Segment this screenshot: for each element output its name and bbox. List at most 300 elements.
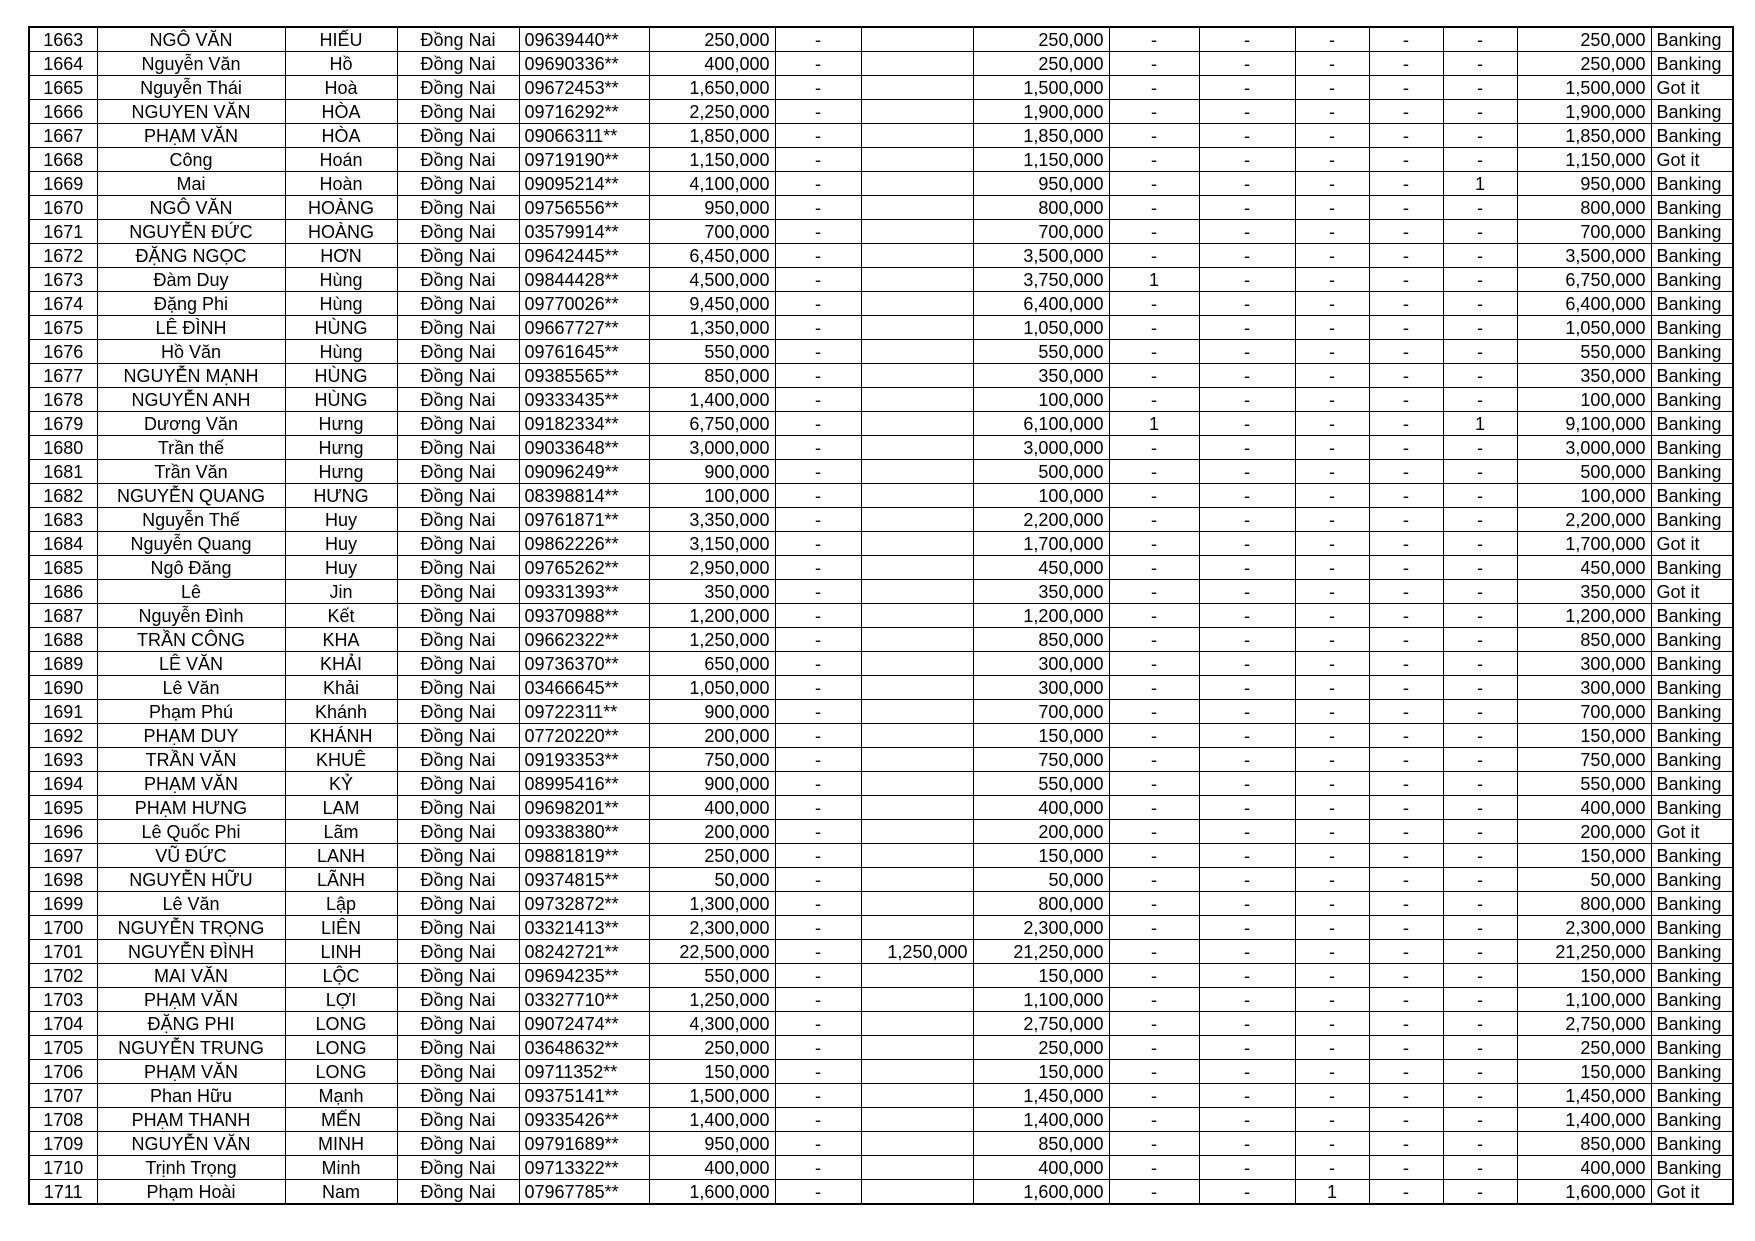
deduction-cell: 1,250,000 bbox=[861, 940, 973, 964]
amount-total-cell: 150,000 bbox=[649, 1060, 775, 1084]
flag4-cell: - bbox=[1369, 244, 1443, 268]
flag1-cell: - bbox=[1109, 508, 1199, 532]
phone-cell: 09335426** bbox=[519, 1108, 649, 1132]
amount-col2-cell: - bbox=[775, 268, 861, 292]
flag4-cell: - bbox=[1369, 76, 1443, 100]
table-row bbox=[29, 1012, 1733, 1036]
surname-cell: Hồ Văn bbox=[97, 340, 285, 364]
flag1-cell: - bbox=[1109, 604, 1199, 628]
amount-col2-cell: - bbox=[775, 172, 861, 196]
row-number-cell: 1689 bbox=[29, 652, 97, 676]
given-name-cell: KHA bbox=[285, 628, 397, 652]
province-cell: Đồng Nai bbox=[397, 1036, 519, 1060]
payment-method-cell: Banking bbox=[1651, 220, 1733, 244]
final-amount-cell: 750,000 bbox=[1517, 748, 1651, 772]
amount-col2-cell: - bbox=[775, 1156, 861, 1180]
deduction-cell bbox=[861, 820, 973, 844]
province-cell: Đồng Nai bbox=[397, 460, 519, 484]
flag5-cell: - bbox=[1443, 484, 1517, 508]
flag1-cell: - bbox=[1109, 868, 1199, 892]
flag4-cell: - bbox=[1369, 1060, 1443, 1084]
given-name-cell: HOÀNG bbox=[285, 220, 397, 244]
surname-cell: Lê Văn bbox=[97, 892, 285, 916]
flag5-cell: - bbox=[1443, 556, 1517, 580]
surname-cell: TRẦN VĂN bbox=[97, 748, 285, 772]
payment-method-cell: Banking bbox=[1651, 652, 1733, 676]
amount-col2-cell: - bbox=[775, 52, 861, 76]
flag3-cell: - bbox=[1295, 316, 1369, 340]
table-row bbox=[29, 340, 1733, 364]
table-row bbox=[29, 1036, 1733, 1060]
surname-cell: NGÔ VĂN bbox=[97, 27, 285, 52]
row-number-cell: 1700 bbox=[29, 916, 97, 940]
flag1-cell: - bbox=[1109, 1060, 1199, 1084]
given-name-cell: LONG bbox=[285, 1036, 397, 1060]
flag3-cell: - bbox=[1295, 604, 1369, 628]
payment-method-cell: Banking bbox=[1651, 27, 1733, 52]
phone-cell: 09182334** bbox=[519, 412, 649, 436]
table-row bbox=[29, 508, 1733, 532]
payment-method-cell: Banking bbox=[1651, 100, 1733, 124]
payment-method-cell: Banking bbox=[1651, 796, 1733, 820]
given-name-cell: Jin bbox=[285, 580, 397, 604]
amount-col2-cell: - bbox=[775, 772, 861, 796]
flag1-cell: - bbox=[1109, 652, 1199, 676]
final-amount-cell: 2,300,000 bbox=[1517, 916, 1651, 940]
phone-cell: 03579914** bbox=[519, 220, 649, 244]
deduction-cell bbox=[861, 604, 973, 628]
surname-cell: NGUYỄN VĂN bbox=[97, 1132, 285, 1156]
province-cell: Đồng Nai bbox=[397, 172, 519, 196]
row-number-cell: 1681 bbox=[29, 460, 97, 484]
given-name-cell: HÒA bbox=[285, 100, 397, 124]
flag3-cell: - bbox=[1295, 364, 1369, 388]
table-row bbox=[29, 1084, 1733, 1108]
table-row bbox=[29, 532, 1733, 556]
final-amount-cell: 1,700,000 bbox=[1517, 532, 1651, 556]
payment-method-cell: Banking bbox=[1651, 172, 1733, 196]
payment-method-cell: Banking bbox=[1651, 628, 1733, 652]
amount-total-cell: 6,750,000 bbox=[649, 412, 775, 436]
flag4-cell: - bbox=[1369, 724, 1443, 748]
phone-cell: 09672453** bbox=[519, 76, 649, 100]
row-number-cell: 1686 bbox=[29, 580, 97, 604]
flag1-cell: - bbox=[1109, 1084, 1199, 1108]
phone-cell: 09770026** bbox=[519, 292, 649, 316]
flag2-cell: - bbox=[1199, 1012, 1295, 1036]
amount-paid-cell: 21,250,000 bbox=[973, 940, 1109, 964]
amount-paid-cell: 3,500,000 bbox=[973, 244, 1109, 268]
flag3-cell: - bbox=[1295, 172, 1369, 196]
flag4-cell: - bbox=[1369, 532, 1443, 556]
phone-cell: 09862226** bbox=[519, 532, 649, 556]
amount-total-cell: 350,000 bbox=[649, 580, 775, 604]
phone-cell: 09732872** bbox=[519, 892, 649, 916]
flag2-cell: - bbox=[1199, 340, 1295, 364]
amount-total-cell: 100,000 bbox=[649, 484, 775, 508]
row-number-cell: 1671 bbox=[29, 220, 97, 244]
final-amount-cell: 100,000 bbox=[1517, 388, 1651, 412]
deduction-cell bbox=[861, 676, 973, 700]
flag2-cell: - bbox=[1199, 772, 1295, 796]
flag4-cell: - bbox=[1369, 676, 1443, 700]
flag2-cell: - bbox=[1199, 1108, 1295, 1132]
row-number-cell: 1683 bbox=[29, 508, 97, 532]
flag2-cell: - bbox=[1199, 1180, 1295, 1205]
flag5-cell: - bbox=[1443, 364, 1517, 388]
flag4-cell: - bbox=[1369, 1036, 1443, 1060]
phone-cell: 09385565** bbox=[519, 364, 649, 388]
deduction-cell bbox=[861, 532, 973, 556]
final-amount-cell: 300,000 bbox=[1517, 676, 1651, 700]
amount-col2-cell: - bbox=[775, 580, 861, 604]
surname-cell: NGUYỄN ANH bbox=[97, 388, 285, 412]
flag3-cell: - bbox=[1295, 556, 1369, 580]
flag1-cell: - bbox=[1109, 892, 1199, 916]
flag2-cell: - bbox=[1199, 652, 1295, 676]
row-number-cell: 1675 bbox=[29, 316, 97, 340]
final-amount-cell: 1,500,000 bbox=[1517, 76, 1651, 100]
row-number-cell: 1690 bbox=[29, 676, 97, 700]
payment-method-cell: Banking bbox=[1651, 292, 1733, 316]
phone-cell: 09711352** bbox=[519, 1060, 649, 1084]
deduction-cell bbox=[861, 916, 973, 940]
final-amount-cell: 450,000 bbox=[1517, 556, 1651, 580]
flag1-cell: - bbox=[1109, 388, 1199, 412]
final-amount-cell: 350,000 bbox=[1517, 364, 1651, 388]
amount-paid-cell: 50,000 bbox=[973, 868, 1109, 892]
table-body bbox=[29, 27, 1733, 1204]
province-cell: Đồng Nai bbox=[397, 964, 519, 988]
amount-total-cell: 1,350,000 bbox=[649, 316, 775, 340]
surname-cell: NGUYỄN QUANG bbox=[97, 484, 285, 508]
flag5-cell: - bbox=[1443, 76, 1517, 100]
amount-col2-cell: - bbox=[775, 1036, 861, 1060]
flag3-cell: - bbox=[1295, 676, 1369, 700]
phone-cell: 09375141** bbox=[519, 1084, 649, 1108]
amount-col2-cell: - bbox=[775, 1132, 861, 1156]
amount-paid-cell: 250,000 bbox=[973, 52, 1109, 76]
flag4-cell: - bbox=[1369, 388, 1443, 412]
amount-col2-cell: - bbox=[775, 292, 861, 316]
flag2-cell: - bbox=[1199, 748, 1295, 772]
flag5-cell: - bbox=[1443, 1180, 1517, 1205]
amount-paid-cell: 350,000 bbox=[973, 580, 1109, 604]
given-name-cell: LÃNH bbox=[285, 868, 397, 892]
flag2-cell: - bbox=[1199, 508, 1295, 532]
given-name-cell: Huy bbox=[285, 532, 397, 556]
phone-cell: 09033648** bbox=[519, 436, 649, 460]
phone-cell: 09761871** bbox=[519, 508, 649, 532]
flag1-cell: - bbox=[1109, 1156, 1199, 1180]
flag3-cell: - bbox=[1295, 1156, 1369, 1180]
table-row bbox=[29, 676, 1733, 700]
given-name-cell: HÙNG bbox=[285, 364, 397, 388]
row-number-cell: 1704 bbox=[29, 1012, 97, 1036]
amount-col2-cell: - bbox=[775, 940, 861, 964]
table-row bbox=[29, 604, 1733, 628]
row-number-cell: 1709 bbox=[29, 1132, 97, 1156]
amount-paid-cell: 1,700,000 bbox=[973, 532, 1109, 556]
amount-paid-cell: 1,500,000 bbox=[973, 76, 1109, 100]
row-number-cell: 1680 bbox=[29, 436, 97, 460]
amount-paid-cell: 950,000 bbox=[973, 172, 1109, 196]
final-amount-cell: 150,000 bbox=[1517, 724, 1651, 748]
surname-cell: Lê bbox=[97, 580, 285, 604]
province-cell: Đồng Nai bbox=[397, 988, 519, 1012]
province-cell: Đồng Nai bbox=[397, 196, 519, 220]
payment-method-cell: Banking bbox=[1651, 556, 1733, 580]
flag5-cell: - bbox=[1443, 820, 1517, 844]
surname-cell: Trần thế bbox=[97, 436, 285, 460]
phone-cell: 03321413** bbox=[519, 916, 649, 940]
amount-total-cell: 1,400,000 bbox=[649, 1108, 775, 1132]
amount-paid-cell: 100,000 bbox=[973, 484, 1109, 508]
amount-total-cell: 3,150,000 bbox=[649, 532, 775, 556]
surname-cell: Trịnh Trọng bbox=[97, 1156, 285, 1180]
deduction-cell bbox=[861, 988, 973, 1012]
amount-paid-cell: 300,000 bbox=[973, 676, 1109, 700]
province-cell: Đồng Nai bbox=[397, 604, 519, 628]
table-row bbox=[29, 820, 1733, 844]
flag3-cell: - bbox=[1295, 52, 1369, 76]
flag4-cell: - bbox=[1369, 292, 1443, 316]
province-cell: Đồng Nai bbox=[397, 340, 519, 364]
table-row bbox=[29, 1060, 1733, 1084]
flag4-cell: - bbox=[1369, 1132, 1443, 1156]
flag5-cell: - bbox=[1443, 148, 1517, 172]
flag4-cell: - bbox=[1369, 484, 1443, 508]
amount-total-cell: 3,000,000 bbox=[649, 436, 775, 460]
surname-cell: Nguyễn Văn bbox=[97, 52, 285, 76]
final-amount-cell: 1,100,000 bbox=[1517, 988, 1651, 1012]
surname-cell: ĐẶNG PHI bbox=[97, 1012, 285, 1036]
flag2-cell: - bbox=[1199, 364, 1295, 388]
surname-cell: PHẠM HƯNG bbox=[97, 796, 285, 820]
flag3-cell: - bbox=[1295, 484, 1369, 508]
flag4-cell: - bbox=[1369, 1108, 1443, 1132]
amount-paid-cell: 1,900,000 bbox=[973, 100, 1109, 124]
phone-cell: 08242721** bbox=[519, 940, 649, 964]
surname-cell: Trần Văn bbox=[97, 460, 285, 484]
province-cell: Đồng Nai bbox=[397, 676, 519, 700]
table-row bbox=[29, 460, 1733, 484]
flag4-cell: - bbox=[1369, 604, 1443, 628]
final-amount-cell: 950,000 bbox=[1517, 172, 1651, 196]
amount-total-cell: 1,150,000 bbox=[649, 148, 775, 172]
table-row bbox=[29, 796, 1733, 820]
flag4-cell: - bbox=[1369, 700, 1443, 724]
flag5-cell: - bbox=[1443, 220, 1517, 244]
payment-method-cell: Banking bbox=[1651, 508, 1733, 532]
province-cell: Đồng Nai bbox=[397, 27, 519, 52]
row-number-cell: 1693 bbox=[29, 748, 97, 772]
amount-col2-cell: - bbox=[775, 196, 861, 220]
payment-method-cell: Banking bbox=[1651, 412, 1733, 436]
final-amount-cell: 1,050,000 bbox=[1517, 316, 1651, 340]
deduction-cell bbox=[861, 27, 973, 52]
phone-cell: 09066311** bbox=[519, 124, 649, 148]
surname-cell: ĐẶNG NGỌC bbox=[97, 244, 285, 268]
amount-total-cell: 1,600,000 bbox=[649, 1180, 775, 1205]
payment-method-cell: Banking bbox=[1651, 388, 1733, 412]
given-name-cell: Hùng bbox=[285, 268, 397, 292]
row-number-cell: 1691 bbox=[29, 700, 97, 724]
deduction-cell bbox=[861, 628, 973, 652]
surname-cell: Dương Văn bbox=[97, 412, 285, 436]
amount-total-cell: 2,950,000 bbox=[649, 556, 775, 580]
amount-col2-cell: - bbox=[775, 1084, 861, 1108]
phone-cell: 09374815** bbox=[519, 868, 649, 892]
row-number-cell: 1702 bbox=[29, 964, 97, 988]
table-row bbox=[29, 1132, 1733, 1156]
given-name-cell: KỶ bbox=[285, 772, 397, 796]
flag2-cell: - bbox=[1199, 940, 1295, 964]
flag2-cell: - bbox=[1199, 1084, 1295, 1108]
phone-cell: 03327710** bbox=[519, 988, 649, 1012]
flag1-cell: - bbox=[1109, 148, 1199, 172]
amount-paid-cell: 550,000 bbox=[973, 772, 1109, 796]
flag1-cell: - bbox=[1109, 1132, 1199, 1156]
amount-col2-cell: - bbox=[775, 604, 861, 628]
surname-cell: NGUYỄN HỮU bbox=[97, 868, 285, 892]
amount-col2-cell: - bbox=[775, 796, 861, 820]
flag3-cell: - bbox=[1295, 796, 1369, 820]
flag5-cell: - bbox=[1443, 604, 1517, 628]
surname-cell: PHẠM VĂN bbox=[97, 124, 285, 148]
given-name-cell: LONG bbox=[285, 1012, 397, 1036]
flag4-cell: - bbox=[1369, 964, 1443, 988]
given-name-cell: Huy bbox=[285, 508, 397, 532]
deduction-cell bbox=[861, 364, 973, 388]
amount-paid-cell: 1,050,000 bbox=[973, 316, 1109, 340]
final-amount-cell: 1,600,000 bbox=[1517, 1180, 1651, 1205]
given-name-cell: HÒA bbox=[285, 124, 397, 148]
payment-method-cell: Got it bbox=[1651, 820, 1733, 844]
flag1-cell: - bbox=[1109, 436, 1199, 460]
deduction-cell bbox=[861, 52, 973, 76]
surname-cell: PHẠM THANH bbox=[97, 1108, 285, 1132]
table-row bbox=[29, 940, 1733, 964]
phone-cell: 09667727** bbox=[519, 316, 649, 340]
province-cell: Đồng Nai bbox=[397, 1012, 519, 1036]
amount-total-cell: 250,000 bbox=[649, 27, 775, 52]
row-number-cell: 1678 bbox=[29, 388, 97, 412]
flag2-cell: - bbox=[1199, 316, 1295, 340]
deduction-cell bbox=[861, 244, 973, 268]
surname-cell: Phan Hữu bbox=[97, 1084, 285, 1108]
amount-paid-cell: 700,000 bbox=[973, 700, 1109, 724]
flag3-cell: - bbox=[1295, 532, 1369, 556]
deduction-cell bbox=[861, 1084, 973, 1108]
deduction-cell bbox=[861, 1108, 973, 1132]
given-name-cell: HOÀNG bbox=[285, 196, 397, 220]
flag4-cell: - bbox=[1369, 820, 1443, 844]
flag4-cell: - bbox=[1369, 1156, 1443, 1180]
flag5-cell: - bbox=[1443, 268, 1517, 292]
flag2-cell: - bbox=[1199, 1060, 1295, 1084]
row-number-cell: 1701 bbox=[29, 940, 97, 964]
amount-total-cell: 750,000 bbox=[649, 748, 775, 772]
amount-col2-cell: - bbox=[775, 916, 861, 940]
payment-method-cell: Banking bbox=[1651, 724, 1733, 748]
flag2-cell: - bbox=[1199, 268, 1295, 292]
table-row bbox=[29, 316, 1733, 340]
phone-cell: 09338380** bbox=[519, 820, 649, 844]
phone-cell: 09791689** bbox=[519, 1132, 649, 1156]
payment-method-cell: Banking bbox=[1651, 700, 1733, 724]
table-row bbox=[29, 1180, 1733, 1205]
phone-cell: 09736370** bbox=[519, 652, 649, 676]
flag4-cell: - bbox=[1369, 460, 1443, 484]
deduction-cell bbox=[861, 556, 973, 580]
deduction-cell bbox=[861, 76, 973, 100]
surname-cell: PHẠM VĂN bbox=[97, 988, 285, 1012]
flag2-cell: - bbox=[1199, 724, 1295, 748]
row-number-cell: 1685 bbox=[29, 556, 97, 580]
flag3-cell: - bbox=[1295, 27, 1369, 52]
amount-col2-cell: - bbox=[775, 460, 861, 484]
amount-total-cell: 900,000 bbox=[649, 460, 775, 484]
flag3-cell: - bbox=[1295, 1012, 1369, 1036]
phone-cell: 09881819** bbox=[519, 844, 649, 868]
amount-paid-cell: 150,000 bbox=[973, 1060, 1109, 1084]
given-name-cell: HIẾU bbox=[285, 27, 397, 52]
province-cell: Đồng Nai bbox=[397, 532, 519, 556]
flag1-cell: - bbox=[1109, 1108, 1199, 1132]
given-name-cell: LỢI bbox=[285, 988, 397, 1012]
payment-method-cell: Banking bbox=[1651, 916, 1733, 940]
payment-method-cell: Banking bbox=[1651, 1012, 1733, 1036]
flag2-cell: - bbox=[1199, 100, 1295, 124]
flag1-cell: 1 bbox=[1109, 268, 1199, 292]
province-cell: Đồng Nai bbox=[397, 652, 519, 676]
flag3-cell: - bbox=[1295, 388, 1369, 412]
table-row bbox=[29, 100, 1733, 124]
flag5-cell: - bbox=[1443, 964, 1517, 988]
amount-col2-cell: - bbox=[775, 1180, 861, 1205]
flag1-cell: - bbox=[1109, 196, 1199, 220]
surname-cell: PHẠM VĂN bbox=[97, 772, 285, 796]
amount-col2-cell: - bbox=[775, 1108, 861, 1132]
amount-total-cell: 400,000 bbox=[649, 52, 775, 76]
surname-cell: Phạm Hoài bbox=[97, 1180, 285, 1205]
amount-col2-cell: - bbox=[775, 388, 861, 412]
province-cell: Đồng Nai bbox=[397, 76, 519, 100]
table-row bbox=[29, 964, 1733, 988]
table-row bbox=[29, 244, 1733, 268]
amount-col2-cell: - bbox=[775, 1012, 861, 1036]
given-name-cell: Lãm bbox=[285, 820, 397, 844]
flag5-cell: - bbox=[1443, 652, 1517, 676]
payment-method-cell: Banking bbox=[1651, 1108, 1733, 1132]
final-amount-cell: 1,400,000 bbox=[1517, 1108, 1651, 1132]
flag3-cell: - bbox=[1295, 892, 1369, 916]
amount-col2-cell: - bbox=[775, 820, 861, 844]
flag4-cell: - bbox=[1369, 892, 1443, 916]
table-row bbox=[29, 268, 1733, 292]
payment-method-cell: Banking bbox=[1651, 52, 1733, 76]
flag4-cell: - bbox=[1369, 148, 1443, 172]
flag3-cell: - bbox=[1295, 1132, 1369, 1156]
deduction-cell bbox=[861, 1132, 973, 1156]
amount-total-cell: 1,300,000 bbox=[649, 892, 775, 916]
province-cell: Đồng Nai bbox=[397, 772, 519, 796]
row-number-cell: 1688 bbox=[29, 628, 97, 652]
province-cell: Đồng Nai bbox=[397, 1132, 519, 1156]
payment-method-cell: Banking bbox=[1651, 964, 1733, 988]
amount-paid-cell: 250,000 bbox=[973, 1036, 1109, 1060]
